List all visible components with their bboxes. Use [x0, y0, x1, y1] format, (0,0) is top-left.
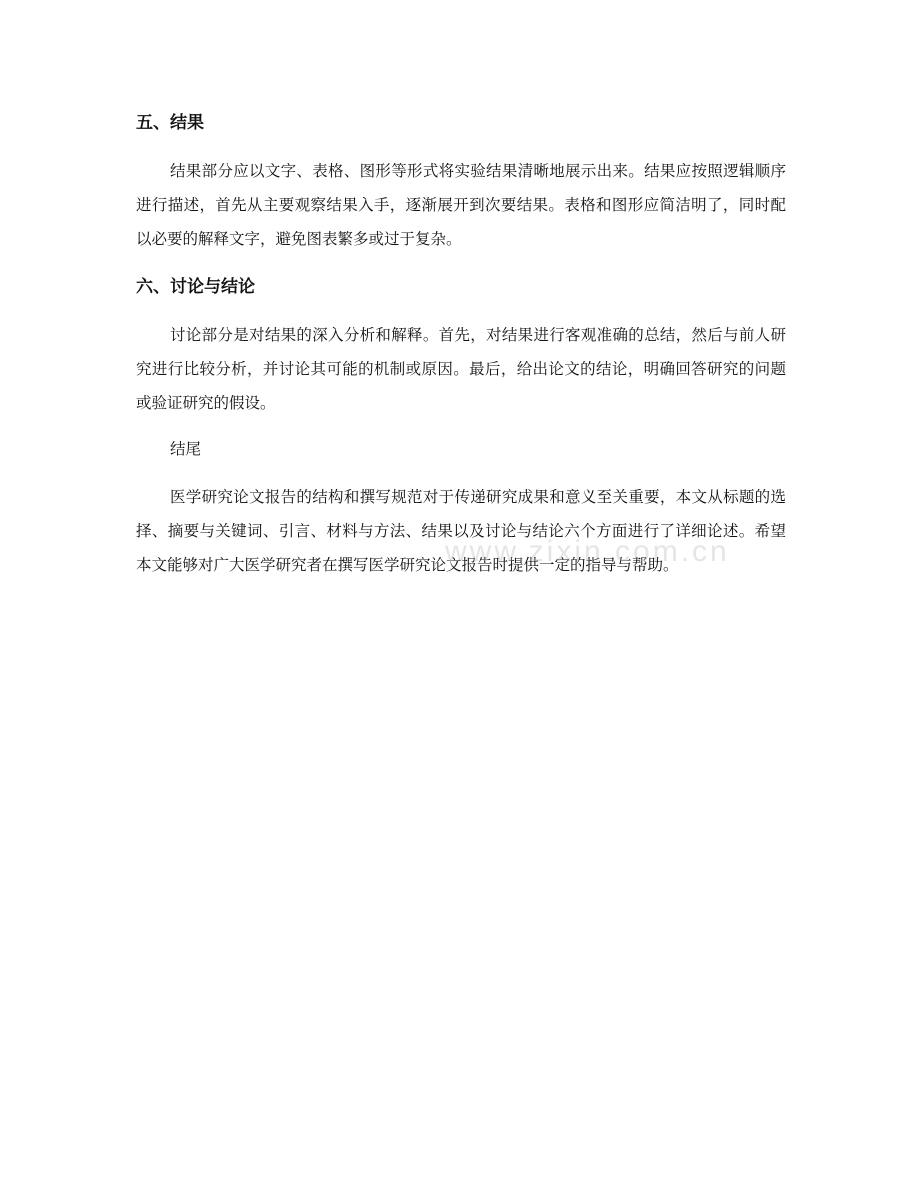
section-paragraph-discussion: 讨论部分是对结果的深入分析和解释。首先，对结果进行客观准确的总结，然后与前人研究进行比较分析，并讨论其可能的机制或原因。最后，给出论文的结论，明确回答研究的问题或验证研究的假设。 [136, 326, 786, 412]
watermark: www.zixin.com.cn [445, 535, 730, 568]
section-heading-results: 五、结果 [136, 113, 204, 133]
ending-paragraph: 医学研究论文报告的结构和撰写规范对于传递研究成果和意义至关重要，本文从标题的选择、摘要与关键词、引言、材料与方法、结果以及讨论与结论六个方面进行了详细论述。希望本文能够对广大医学研究者在撰写医学研究论文报告时提供一定的指导与帮助。 [136, 488, 786, 574]
ending-title: 结尾 [170, 440, 202, 458]
section-heading-discussion: 六、讨论与结论 [136, 277, 255, 297]
document-content [136, 106, 786, 594]
section-paragraph-results: 结果部分应以文字、表格、图形等形式将实验结果清晰地展示出来。结果应按照逻辑顺序进行描述，首先从主要观察结果入手，逐渐展开到次要结果。表格和图形应简洁明了，同时配以必要的解释文字，避免图表繁多或过于复杂。 [136, 162, 786, 248]
